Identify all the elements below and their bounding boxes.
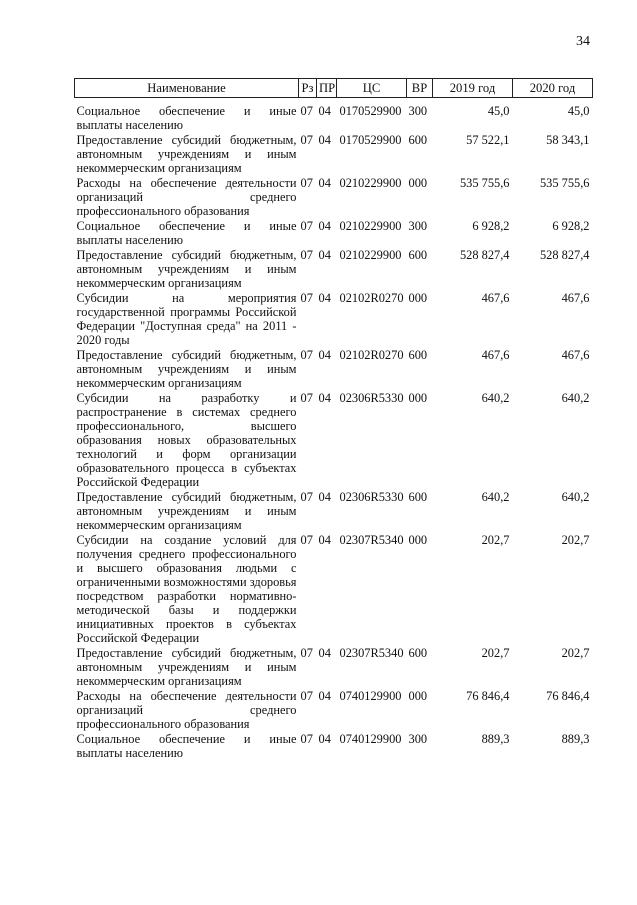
row-value-2020: 202,7 (561, 533, 590, 547)
row-name: Субсидии на создание условий для получения среднего профессионального и высшего образования людьми с ограниченными возможностями здоровья посредством разработки нормативно-методической базы и поддержки инициативных проектов в субъектах Российской Федерации (76, 533, 297, 645)
header-cs: ЦС (337, 79, 407, 98)
table-row (75, 533, 593, 646)
row-cs: 0170529900 (339, 104, 402, 118)
row-name: Предоставление субсидий бюджетным, автономным учреждениям и иным некоммерческим организациям (76, 348, 297, 390)
row-value-2020: 889,3 (561, 732, 590, 746)
row-value-2020: 640,2 (561, 490, 590, 504)
row-vr: 600 (408, 646, 428, 660)
table-row (75, 732, 593, 761)
row-value-2020: 535 755,6 (539, 176, 590, 190)
header-2019: 2019 год (433, 79, 513, 98)
header-vr: ВР (407, 79, 433, 98)
header-pr: ПР (317, 79, 337, 98)
row-vr: 600 (408, 490, 428, 504)
header-name: Наименование (75, 79, 299, 98)
row-cs: 0740129900 (339, 689, 402, 703)
row-cs: 02307R5340 (339, 533, 404, 547)
row-value-2020: 467,6 (561, 291, 590, 305)
table-row (75, 490, 593, 533)
row-pr: 04 (318, 291, 331, 305)
table-row (75, 391, 593, 490)
row-cs: 02102R0270 (339, 291, 404, 305)
table-row (75, 219, 593, 248)
row-cs: 0210229900 (339, 176, 402, 190)
row-vr: 600 (408, 248, 428, 262)
table-row (75, 98, 593, 134)
row-value-2019: 45,0 (487, 104, 510, 118)
budget-table (74, 78, 593, 761)
row-vr: 000 (408, 291, 428, 305)
row-pr: 04 (318, 104, 331, 118)
row-value-2019: 528 827,4 (459, 248, 510, 262)
table-row (75, 689, 593, 732)
row-rz: 07 (300, 646, 313, 660)
table-row (75, 176, 593, 219)
row-rz: 07 (300, 133, 313, 147)
row-cs: 02306R5330 (339, 490, 404, 504)
row-value-2019: 6 928,2 (472, 219, 510, 233)
row-name: Предоставление субсидий бюджетным, автономным учреждениям и иным некоммерческим организациям (76, 646, 297, 688)
row-pr: 04 (318, 732, 331, 746)
row-rz: 07 (300, 104, 313, 118)
row-pr: 04 (318, 176, 331, 190)
table-row (75, 646, 593, 689)
row-name: Социальное обеспечение и иные выплаты населению (76, 219, 297, 247)
row-vr: 600 (408, 348, 428, 362)
row-vr: 600 (408, 133, 428, 147)
row-value-2020: 6 928,2 (552, 219, 590, 233)
row-rz: 07 (300, 490, 313, 504)
row-vr: 300 (408, 219, 428, 233)
row-name: Расходы на обеспечение деятельности организаций среднего профессионального образования (76, 176, 297, 218)
row-value-2020: 76 846,4 (546, 689, 590, 703)
row-value-2020: 467,6 (561, 348, 590, 362)
row-name: Предоставление субсидий бюджетным, автономным учреждениям и иным некоммерческим организациям (76, 133, 297, 175)
row-rz: 07 (300, 732, 313, 746)
row-rz: 07 (300, 689, 313, 703)
row-rz: 07 (300, 248, 313, 262)
header-2020: 2020 год (513, 79, 593, 98)
row-cs: 02306R5330 (339, 391, 404, 405)
row-value-2020: 202,7 (561, 646, 590, 660)
row-rz: 07 (300, 219, 313, 233)
page-number: 34 (576, 34, 590, 49)
row-vr: 300 (408, 104, 428, 118)
row-pr: 04 (318, 219, 331, 233)
row-pr: 04 (318, 490, 331, 504)
header-rz: Рз (299, 79, 317, 98)
row-value-2019: 535 755,6 (459, 176, 510, 190)
row-cs: 0210229900 (339, 248, 402, 262)
table-body (75, 98, 593, 762)
row-name: Субсидии на разработку и распространение в системах среднего профессионального, высшего образования новых образовательных технологий и форм организации образовательного процесса в субъектах Российской Федерации (76, 391, 297, 489)
row-value-2019: 467,6 (481, 348, 510, 362)
table-row (75, 248, 593, 291)
row-vr: 000 (408, 533, 428, 547)
row-rz: 07 (300, 176, 313, 190)
row-value-2019: 640,2 (481, 490, 510, 504)
row-value-2019: 76 846,4 (466, 689, 510, 703)
row-value-2019: 202,7 (481, 533, 510, 547)
row-pr: 04 (318, 391, 331, 405)
row-rz: 07 (300, 348, 313, 362)
row-vr: 300 (408, 732, 428, 746)
row-rz: 07 (300, 291, 313, 305)
row-rz: 07 (300, 391, 313, 405)
row-value-2020: 528 827,4 (539, 248, 590, 262)
row-cs: 02102R0270 (339, 348, 404, 362)
row-name: Предоставление субсидий бюджетным, автономным учреждениям и иным некоммерческим организациям (76, 248, 297, 290)
row-pr: 04 (318, 689, 331, 703)
row-pr: 04 (318, 646, 331, 660)
row-name: Субсидии на мероприятия государственной программы Российской Федерации "Доступная среда" на 2011 - 2020 годы (76, 291, 297, 347)
row-name: Социальное обеспечение и иные выплаты населению (76, 732, 297, 760)
row-name: Расходы на обеспечение деятельности организаций среднего профессионального образования (76, 689, 297, 731)
table-row (75, 291, 593, 348)
row-vr: 000 (408, 176, 428, 190)
row-pr: 04 (318, 133, 331, 147)
table-row (75, 133, 593, 176)
row-pr: 04 (318, 348, 331, 362)
row-pr: 04 (318, 533, 331, 547)
row-vr: 000 (408, 689, 428, 703)
row-cs: 0210229900 (339, 219, 402, 233)
row-value-2020: 45,0 (567, 104, 590, 118)
row-value-2019: 202,7 (481, 646, 510, 660)
row-name: Социальное обеспечение и иные выплаты населению (76, 104, 297, 132)
row-vr: 000 (408, 391, 428, 405)
row-name: Предоставление субсидий бюджетным, автономным учреждениям и иным некоммерческим организациям (76, 490, 297, 532)
row-value-2020: 58 343,1 (546, 133, 590, 147)
row-value-2020: 640,2 (561, 391, 590, 405)
row-value-2019: 640,2 (481, 391, 510, 405)
row-cs: 0170529900 (339, 133, 402, 147)
row-value-2019: 467,6 (481, 291, 510, 305)
row-value-2019: 889,3 (481, 732, 510, 746)
row-cs: 0740129900 (339, 732, 402, 746)
table-header (75, 79, 593, 98)
row-cs: 02307R5340 (339, 646, 404, 660)
row-pr: 04 (318, 248, 331, 262)
row-value-2019: 57 522,1 (466, 133, 510, 147)
row-rz: 07 (300, 533, 313, 547)
table-row (75, 348, 593, 391)
